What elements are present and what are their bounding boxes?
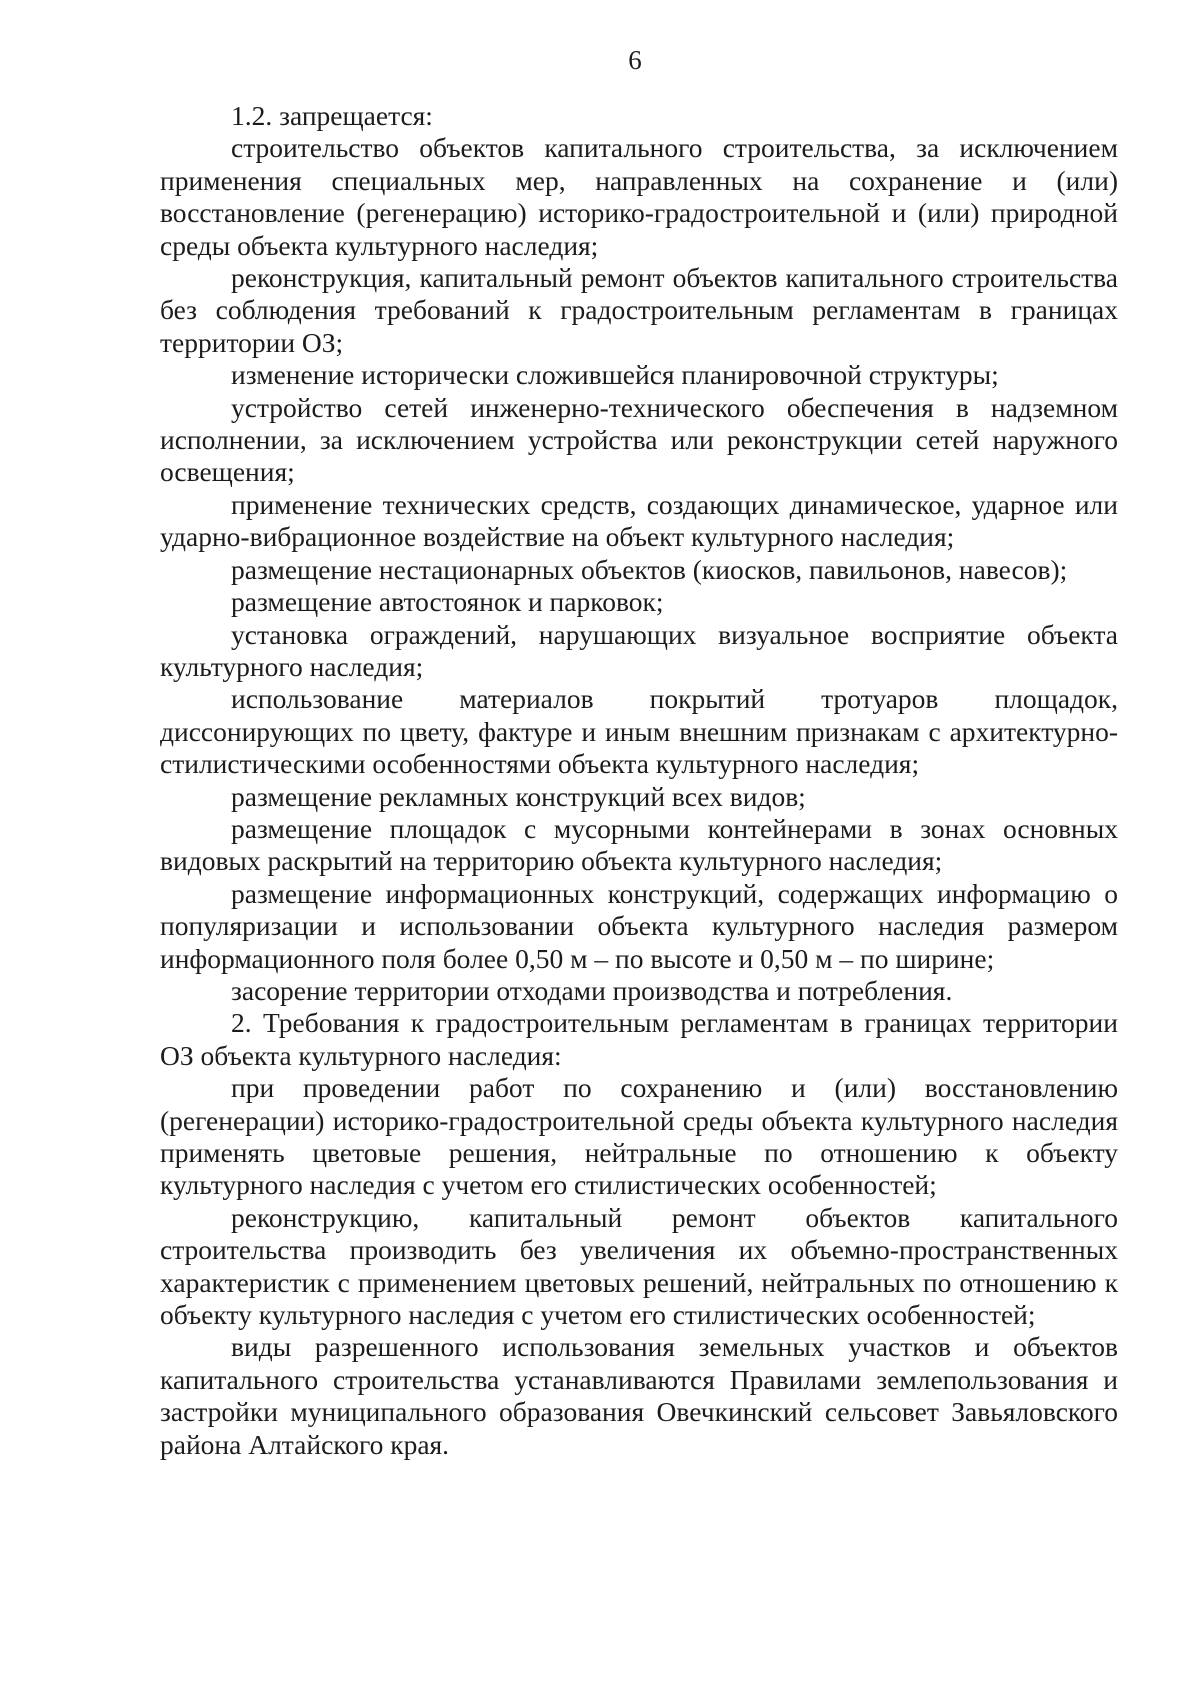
paragraph-requirement-color-solutions: при проведении работ по сохранению и (или) восстановлению (регенерации) историко-градостроительной среды объекта культурного наследия применять цветовые решения, нейтральные по отношению к объекту культурного наследия с учетом его стилистических особенностей;: [160, 1072, 1118, 1201]
paragraph-prohibition-technical-means: применение технических средств, создающих динамическое, ударное или ударно-вибрационное воздействие на объект культурного наследия;: [160, 488, 1118, 553]
paragraph-1-2-heading: 1.2. запрещается:: [231, 100, 433, 131]
paragraph-requirement-reconstruction: реконструкцию, капитальный ремонт объектов капитального строительства производить без увеличения их объемно-пространственных характеристик с применением цветовых решений, нейтральных по отношению к объекту культурного наследия с учетом его стилистических особенностей;: [160, 1201, 1118, 1331]
document-body: [160, 100, 1118, 1461]
paragraph-prohibition-info-structures: размещение информационных конструкций, содержащих информацию о популяризации и использовании объекта культурного наследия размером информационного поля более 0,50 м – по высоте и 0,50 м – по ширине;: [160, 877, 1118, 974]
paragraph-prohibition-waste-containers: размещение площадок с мусорными контейнерами в зонах основных видовых раскрытий на территорию объекта культурного наследия;: [160, 812, 1118, 877]
paragraph-2-heading: 2. Требования к градостроительным регламентам в границах территории ОЗ объекта культурного наследия:: [160, 1007, 1118, 1071]
paragraph-prohibition-networks: устройство сетей инженерно-технического обеспечения в надземном исполнении, за исключением устройства или реконструкции сетей наружного освещения;: [160, 391, 1118, 488]
paragraph-prohibition-planning-structure: изменение исторически сложившейся планировочной структуры;: [231, 359, 999, 391]
paragraph-prohibition-construction: строительство объектов капитального строительства, за исключением применения специальных мер, направленных на сохранение и (или) восстановление (регенерацию) историко-градостроительной и (или) природной среды объекта культурного наследия;: [160, 132, 1118, 261]
paragraph-prohibition-kiosks: размещение нестационарных объектов (киосков, павильонов, навесов);: [231, 553, 1068, 585]
paragraph-prohibition-littering: засорение территории отходами производства и потребления.: [231, 974, 953, 1006]
paragraph-requirement-permitted-use: виды разрешенного использования земельных участков и объектов капитального строительства устанавливаются Правилами землепользования и застройки муниципального образования Овечкинский сельсовет Завьяловского района Алтайского края.: [160, 1331, 1118, 1460]
paragraph-prohibition-materials: использование материалов покрытий тротуаров площадок, диссонирующих по цвету, фактуре и иным внешним признакам с архитектурно-стилистическими особенностями объекта культурного наследия;: [160, 683, 1118, 780]
paragraph-prohibition-parking: размещение автостоянок и парковок;: [231, 586, 664, 618]
page-number: 6: [628, 45, 642, 75]
paragraph-prohibition-fences: установка ограждений, нарушающих визуальное восприятие объекта культурного наследия;: [160, 618, 1118, 682]
paragraph-prohibition-reconstruction: реконструкция, капитальный ремонт объектов капитального строительства без соблюдения требований к градостроительным регламентам в границах территории ОЗ;: [160, 262, 1118, 358]
paragraph-prohibition-advertising: размещение рекламных конструкций всех видов;: [231, 780, 806, 812]
